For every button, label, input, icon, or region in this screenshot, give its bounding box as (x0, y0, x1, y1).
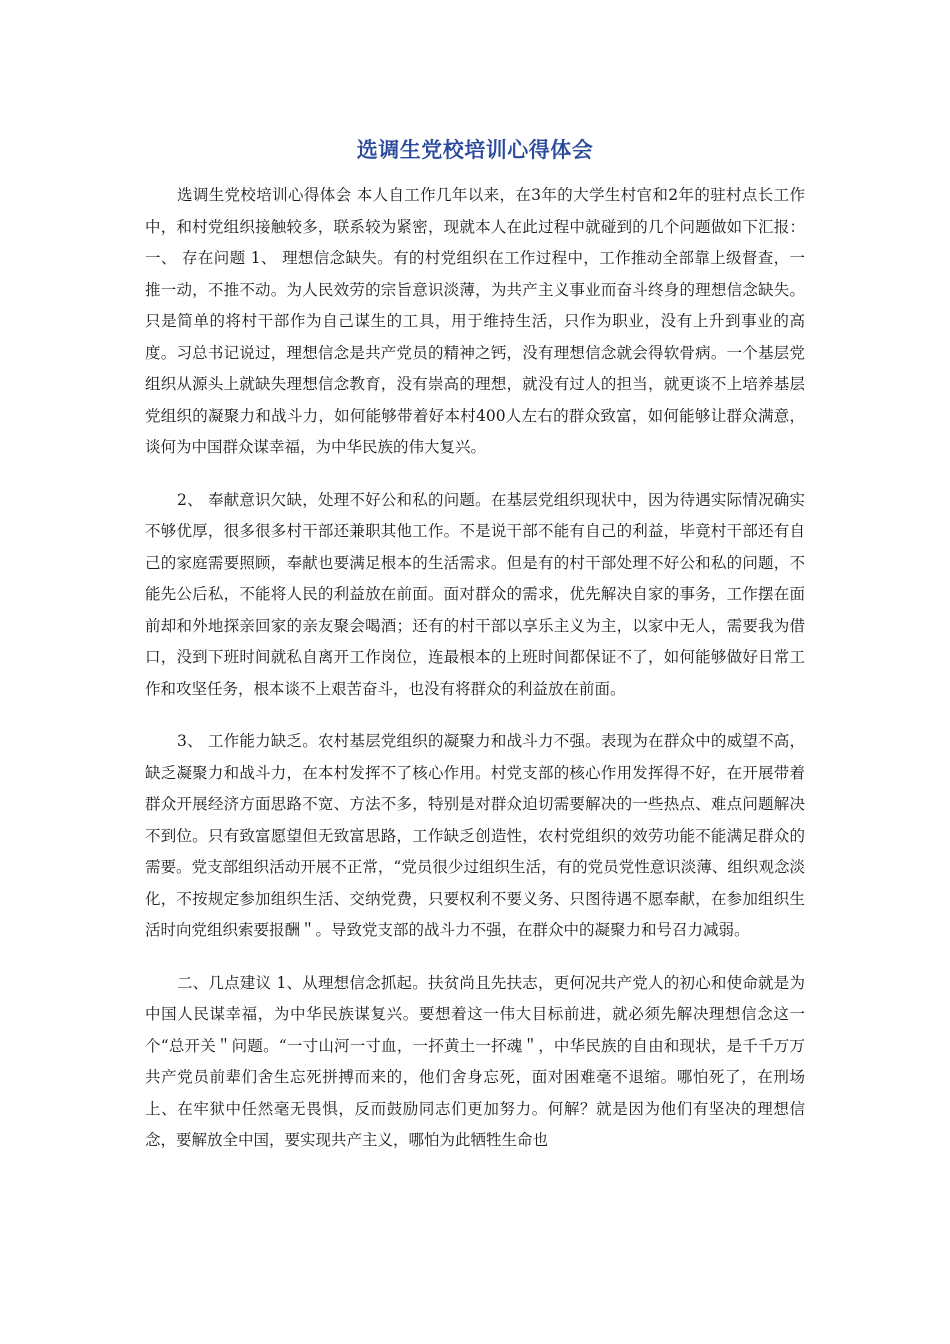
paragraph-3: 3、 工作能力缺乏。农村基层党组织的凝聚力和战斗力不强。表现为在群众中的威望不高，缺乏凝聚力和战斗力，在本村发挥不了核心作用。村党支部的核心作用发挥得不好，在开展带着群众开展经济方面思路不宽、方法不多，特别是对群众迫切需要解决的一些热点、难点问题解决不到位。只有致富愿望但无致富思路，工作缺乏创造性，农村党组织的效劳功能不能满足群众的需要。党支部组织活动开展不正常，“党员很少过组织生活，有的党员党性意识淡薄、组织观念淡化，不按规定参加组织生活、交纳党费，只要权利不要义务、只图待遇不愿奉献，在参加组织生活时向党组织索要报酬＂。导致党支部的战斗力不强，在群众中的凝聚力和号召力减弱。 (145, 732, 805, 939)
paragraph-4: 二、几点建议 1、从理想信念抓起。扶贫尚且先扶志，更何况共产党人的初心和使命就是为中国人民谋幸福，为中华民族谋复兴。要想着这一伟大目标前进，就必须先解决理想信念这一个“总开关＂问题。“一寸山河一寸血，一抔黄土一抔魂＂，中华民族的自由和现状，是千千万万共产党员前辈们舍生忘死拼搏而来的，他们舍身忘死，面对困难毫不退缩。哪怕死了，在刑场上、在牢狱中任然毫无畏惧，反而鼓励同志们更加努力。何解？就是因为他们有坚决的理想信念，要解放全中国，要实现共产主义，哪怕为此牺牲生命也 (145, 973, 805, 1149)
document-title: 选调生党校培训心得体会 (356, 138, 594, 162)
paragraph-2: 2、 奉献意识欠缺，处理不好公和私的问题。在基层党组织现状中，因为待遇实际情况确实不够优厚，很多很多村干部还兼职其他工作。不是说干部不能有自己的利益，毕竟村干部还有自己的家庭需要照顾，奉献也要满足根本的生活需求。但是有的村干部处理不好公和私的问题，不能先公后私，不能将人民的利益放在前面。面对群众的需求，优先解决自家的事务，工作摆在面前却和外地探亲回家的亲友聚会喝酒；还有的村干部以享乐主义为主，以家中无人，需要我为借口，没到下班时间就私自离开工作岗位，连最根本的上班时间都保证不了，如何能够做好日常工作和攻坚任务，根本谈不上艰苦奋斗，也没有将群众的利益放在前面。 (145, 490, 805, 698)
document-body (145, 180, 805, 1178)
paragraph-1: 选调生党校培训心得体会 本人自工作几年以来，在3年的大学生村官和2年的驻村点长工作中，和村党组织接触较多，联系较为紧密，现就本人在此过程中就碰到的几个问题做如下汇报：一、 存在问题 1、 理想信念缺失。有的村党组织在工作过程中，工作推动全部靠上级督查，一推一动，不推不动。为人民效劳的宗旨意识淡薄，为共产主义事业而奋斗终身的理想信念缺失。只是简单的将村干部作为自己谋生的工具，用于维持生活，只作为职业，没有上升到事业的高度。习总书记说过，理想信念是共产党员的精神之钙，没有理想信念就会得软骨病。一个基层党组织从源头上就缺失理想信念教育，没有崇高的理想，就没有过人的担当，就更谈不上培养基层党组织的凝聚力和战斗力，如何能够带着好本村400人左右的群众致富，如何能够让群众满意，谈何为中国群众谋幸福，为中华民族的伟大复兴。 (145, 186, 805, 456)
